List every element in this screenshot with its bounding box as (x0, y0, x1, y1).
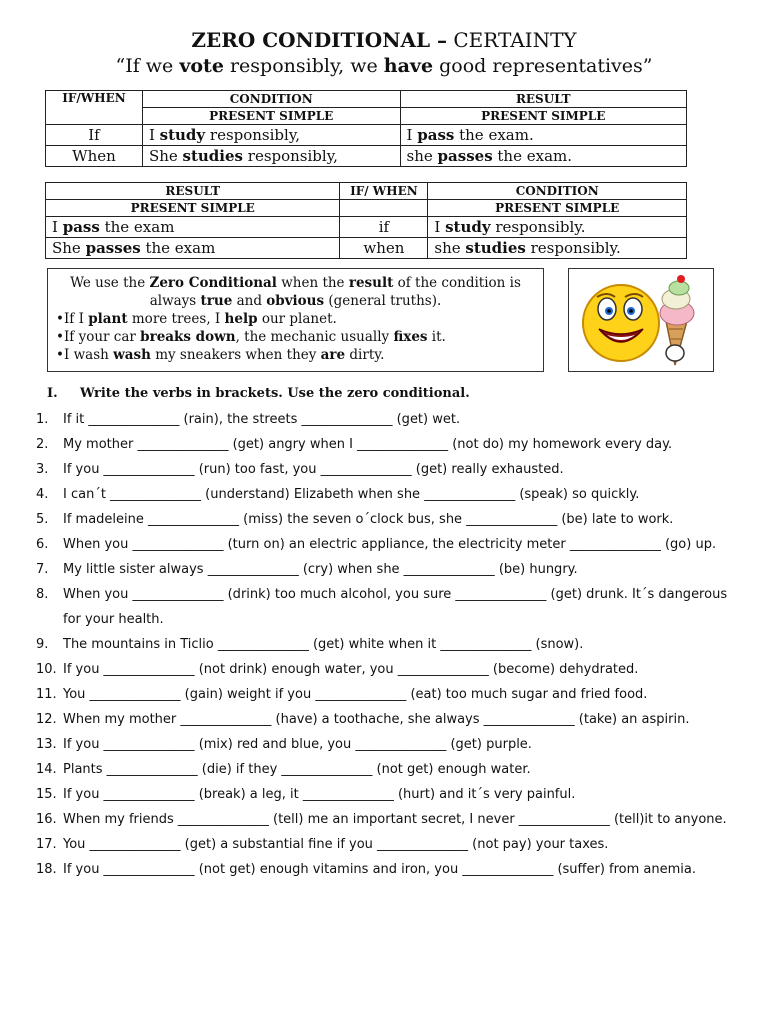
table-row (46, 217, 687, 238)
title-rest: CERTAINTY (447, 28, 577, 52)
exercise-number: 12. (36, 712, 57, 727)
exercise-number: 18. (36, 862, 57, 877)
title-bold: ZERO CONDITIONAL – (191, 28, 448, 52)
exercise-sentence: When you ______________ (turn on) an electric appliance, the electricity meter ______________ (go) up. (63, 537, 717, 552)
exercise-item (0, 757, 740, 782)
subheader-present-simple: PRESENT SIMPLE (46, 200, 340, 217)
section-instruction: Write the verbs in brackets. Use the zero conditional. (80, 386, 470, 401)
exercise-item (0, 707, 740, 732)
ifwhen-cell: when (340, 238, 428, 259)
quote-bold-verb: vote (179, 55, 224, 77)
exercise-item (0, 407, 740, 432)
exercise-number: 17. (36, 837, 57, 852)
exercise-number: 7. (36, 562, 49, 577)
quote-text: responsibly, we (223, 55, 384, 77)
exercise-sentence: My mother ______________ (get) angry when I ______________ (not do) my homework every day. (63, 437, 673, 452)
exercise-sentence: If you ______________ (mix) red and blue, you ______________ (get) purple. (63, 737, 532, 752)
header-result: RESULT (400, 91, 686, 108)
result-cell: she passes the exam. (400, 146, 686, 167)
exercise-number: 1. (36, 412, 49, 427)
header-condition: CONDITION (428, 183, 687, 200)
explanation-box (47, 268, 544, 372)
header-ifwhen: IF/ WHEN (340, 183, 428, 200)
quote-text: good representatives” (433, 55, 653, 77)
subheader-present-simple: PRESENT SIMPLE (142, 108, 400, 125)
exercise-item (0, 732, 740, 757)
exercise-sentence: When you ______________ (drink) too much alcohol, you sure ______________ (get) drunk. It´s dangerous for your health. (63, 587, 728, 627)
condition-cell: She studies responsibly, (142, 146, 400, 167)
result-cell: I pass the exam (46, 217, 340, 238)
exercise-item (0, 657, 740, 682)
exercise-item (0, 832, 740, 857)
exercise-sentence: When my friends ______________ (tell) me an important secret, I never ______________ (tell)it to anyone. (63, 812, 727, 827)
exercise-sentence: Plants ______________ (die) if they ______________ (not get) enough water. (63, 762, 531, 777)
exercise-number: 15. (36, 787, 57, 802)
illustration-frame (568, 268, 714, 372)
header-condition: CONDITION (142, 91, 400, 108)
subheader-present-simple: PRESENT SIMPLE (428, 200, 687, 217)
exercise-sentence: If you ______________ (not drink) enough water, you ______________ (become) dehydrated. (63, 662, 639, 677)
explanation-line: We use the Zero Conditional when the result of the condition is (70, 275, 521, 291)
condition-cell: I study responsibly. (428, 217, 687, 238)
exercise-sentence: You ______________ (get) a substantial fine if you ______________ (not pay) your taxes. (63, 837, 609, 852)
exercise-sentence: When my mother ______________ (have) a toothache, she always ______________ (take) an aspirin. (63, 712, 690, 727)
exercise-item (0, 482, 740, 507)
table-row (46, 238, 687, 259)
exercise-number: 3. (36, 462, 49, 477)
exercise-sentence: You ______________ (gain) weight if you ______________ (eat) too much sugar and fried food. (63, 687, 648, 702)
exercise-item (0, 682, 740, 707)
exercise-item (0, 532, 740, 557)
exercise-number: 16. (36, 812, 57, 827)
exercise-item (0, 582, 740, 632)
header-result: RESULT (46, 183, 340, 200)
exercise-item (0, 857, 740, 882)
exercise-item (0, 782, 740, 807)
exercise-sentence: If you ______________ (not get) enough vitamins and iron, you ______________ (suffer) from anemia. (63, 862, 697, 877)
exercise-number: 10. (36, 662, 57, 677)
exercise-item (0, 432, 740, 457)
exercise-item (0, 632, 740, 657)
exercise-number: 14. (36, 762, 57, 777)
quote-bold-verb: have (383, 55, 434, 77)
exercise-sentence: If madeleine ______________ (miss) the seven o´clock bus, she ______________ (be) late to work. (63, 512, 674, 527)
exercise-sentence: The mountains in Ticlio ______________ (get) white when it ______________ (snow). (63, 637, 584, 652)
exercise-number: 11. (36, 687, 57, 702)
subheader-empty (340, 200, 428, 217)
condition-cell: I study responsibly, (142, 125, 400, 146)
exercise-sentence: If you ______________ (break) a leg, it ______________ (hurt) and it´s very painful. (63, 787, 576, 802)
ifwhen-cell: if (340, 217, 428, 238)
exercise-item (0, 807, 740, 832)
header-ifwhen: IF/WHEN (46, 91, 143, 125)
exercise-item (0, 507, 740, 532)
exercise-sentence: My little sister always ______________ (cry) when she ______________ (be) hungry. (63, 562, 578, 577)
ifwhen-cell: If (46, 125, 143, 146)
exercise-list (0, 407, 740, 882)
example-bullet: •I wash wash my sneakers when they are dirty. (56, 347, 385, 363)
section-heading (47, 386, 470, 401)
ifwhen-cell: When (46, 146, 143, 167)
page-title (0, 28, 768, 52)
grammar-table-result-first (45, 182, 687, 259)
exercise-sentence: If it ______________ (rain), the streets ______________ (get) wet. (63, 412, 461, 427)
exercise-number: 9. (36, 637, 49, 652)
condition-cell: she studies responsibly. (428, 238, 687, 259)
exercise-number: 13. (36, 737, 57, 752)
exercise-number: 5. (36, 512, 49, 527)
subheader-present-simple: PRESENT SIMPLE (400, 108, 686, 125)
exercise-item (0, 557, 740, 582)
table-row (46, 125, 687, 146)
section-number: I. (47, 386, 58, 401)
result-cell: I pass the exam. (400, 125, 686, 146)
page-subtitle-quote (0, 54, 768, 78)
exercise-sentence: I can´t ______________ (understand) Elizabeth when she ______________ (speak) so quickly. (63, 487, 640, 502)
smiley-with-ice-cream-icon (569, 269, 713, 371)
explanation-line: always true and obvious (general truths). (149, 293, 442, 309)
result-cell: She passes the exam (46, 238, 340, 259)
example-bullet: •If your car breaks down, the mechanic usually fixes it. (56, 329, 446, 345)
example-bullet: •If I plant more trees, I help our planet. (56, 311, 337, 327)
exercise-item (0, 457, 740, 482)
exercise-number: 6. (36, 537, 49, 552)
exercise-sentence: If you ______________ (run) too fast, you ______________ (get) really exhausted. (63, 462, 564, 477)
table-row (46, 146, 687, 167)
quote-text: “If we (115, 55, 180, 77)
grammar-table-if-first (45, 90, 687, 167)
exercise-number: 8. (36, 587, 49, 602)
exercise-number: 4. (36, 487, 49, 502)
exercise-number: 2. (36, 437, 49, 452)
